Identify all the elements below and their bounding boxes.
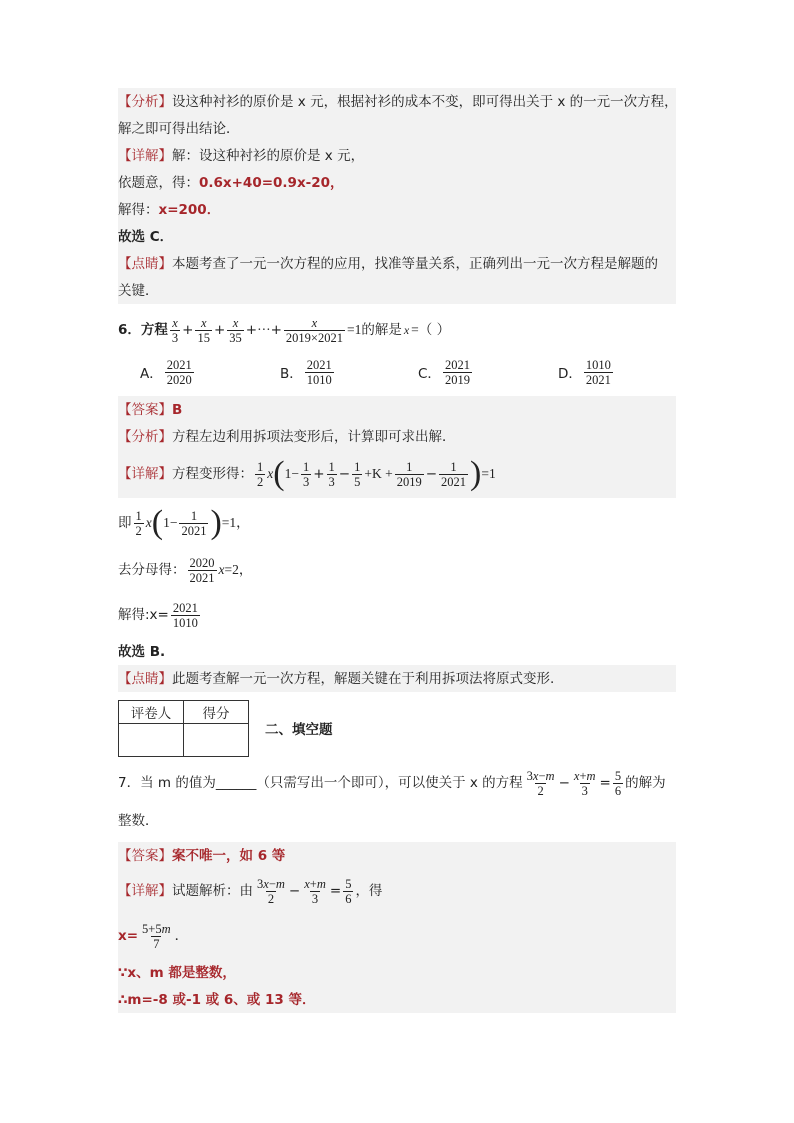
analysis-text: 解之即可得出结论． — [118, 120, 240, 137]
comment-tag: 【点睛】 — [118, 670, 172, 687]
score-table — [118, 700, 249, 757]
answer-tag: 【答案】 — [118, 401, 172, 418]
detail-text: 解得： — [118, 201, 159, 218]
section-header — [118, 696, 676, 760]
option-a[interactable]: A． $\frac{2021}{2020}$ — [140, 357, 192, 387]
q6-options — [118, 350, 676, 394]
step-denominator: 去分母得： $\frac{2020}{2021}$ x =2 ， — [118, 555, 253, 585]
answer-tag: 【答案】 — [118, 847, 172, 864]
option-c[interactable]: C． $\frac{2021}{2019}$ — [418, 357, 470, 387]
reason-text: ∵x、m 都是整数， — [118, 964, 236, 981]
comment-text: 本题考查了一元一次方程的应用，找准等量关系，正确列出一元一次方程是解题的 — [172, 255, 658, 272]
q7-stem: 7．当 m 的值为______（只需写出一个即可），可以使关于 x 的方程 $\frac{3x-m}{2}$ − $\frac{x+m}{3}$ = $\frac{5}{6}$ 的解为 — [118, 768, 666, 798]
analysis-text: 设这种衬衫的原价是 x 元，根据衬衫的成本不变，即可得出关于 x 的一元一次方程， — [172, 93, 678, 110]
q6-solution: 【答案】 B 【分析】 方程左边利用拆项法变形后，计算即可求出解． 【详解】 方程变形得： $\frac{1}{2}$ x ( 1− $\frac{1}{3}$ + $\frac{1}{3}$ − $\frac{1}{5}$ +K + $\frac{1}{2019}$ − $\frac{1}{2021}$ ) =1 — [118, 396, 676, 498]
step-ji: 即 $\frac{1}{2}$ x ( 1− $\frac{1}{2021}$ ) =1 ， — [118, 504, 250, 541]
analysis-tag: 【分析】 — [118, 93, 172, 110]
detail-text: 方程变形得： — [172, 466, 253, 482]
score-cell — [119, 723, 184, 756]
section-title: 二、填空题 — [265, 722, 333, 738]
question-number: 6．方程 — [118, 322, 168, 338]
choice-text: 故选 C． — [118, 228, 174, 245]
detail-text: 依题意，得： — [118, 174, 199, 191]
detail-tag: 【详解】 — [118, 466, 172, 482]
page-content — [118, 88, 676, 1013]
q5-solution — [118, 88, 676, 304]
answer-value: 案不唯一，如 6 等 — [172, 847, 286, 864]
q7-solution: 【答案】 案不唯一，如 6 等 【详解】 试题解析：由 $\frac{3x-m}{2}$ − $\frac{x+m}{3}$ = $\frac{5}{6}$ ，得 x= $\frac{5+5m}{7}$ ． ∵x、m 都是整数， ∴m=-8 或-1 或 6、或 13 等． — [118, 842, 676, 1013]
analysis-tag: 【分析】 — [118, 428, 172, 445]
q6-suffix: 的解是 — [361, 322, 402, 338]
comment-text: 关键． — [118, 282, 159, 299]
q6-stem: 6．方程 $\frac{x}{3}$ + $\frac{x}{15}$ + $\frac{x}{35}$ + ··· + $\frac{x}{2019\times 2021}$ =1 的解是 x = （ ） — [118, 315, 451, 345]
step-solve: 解得:x= $\frac{2021}{1010}$ — [118, 600, 198, 630]
equation: 0.6x+40=0.9x-20， — [199, 174, 344, 191]
detail-tag: 【详解】 — [118, 147, 172, 164]
conclusion-text: ∴m=-8 或-1 或 6、或 13 等． — [118, 991, 316, 1008]
comment-tag: 【点睛】 — [118, 255, 172, 272]
score-header-reviewer: 评卷人 — [119, 700, 184, 723]
detail-text: 解：设这种衬衫的原价是 x 元， — [172, 147, 365, 164]
score-header-score: 得分 — [184, 700, 249, 723]
solution-value: x=200． — [158, 201, 221, 218]
answer-blank: （ ） — [418, 322, 451, 338]
option-d[interactable]: D． $\frac{1010}{2021}$ — [558, 357, 611, 387]
q7-stem-cont: 整数． — [118, 813, 159, 829]
choice-text: 故选 B. — [118, 643, 166, 660]
option-b[interactable]: B． $\frac{2021}{1010}$ — [280, 357, 332, 387]
analysis-text: 方程左边利用拆项法变形后，计算即可求出解． — [172, 428, 456, 445]
comment-text: 此题考查解一元一次方程，解题关键在于利用拆项法将原式变形. — [172, 670, 555, 687]
answer-value: B — [172, 401, 183, 418]
detail-tag: 【详解】 — [118, 883, 172, 899]
score-cell — [184, 723, 249, 756]
